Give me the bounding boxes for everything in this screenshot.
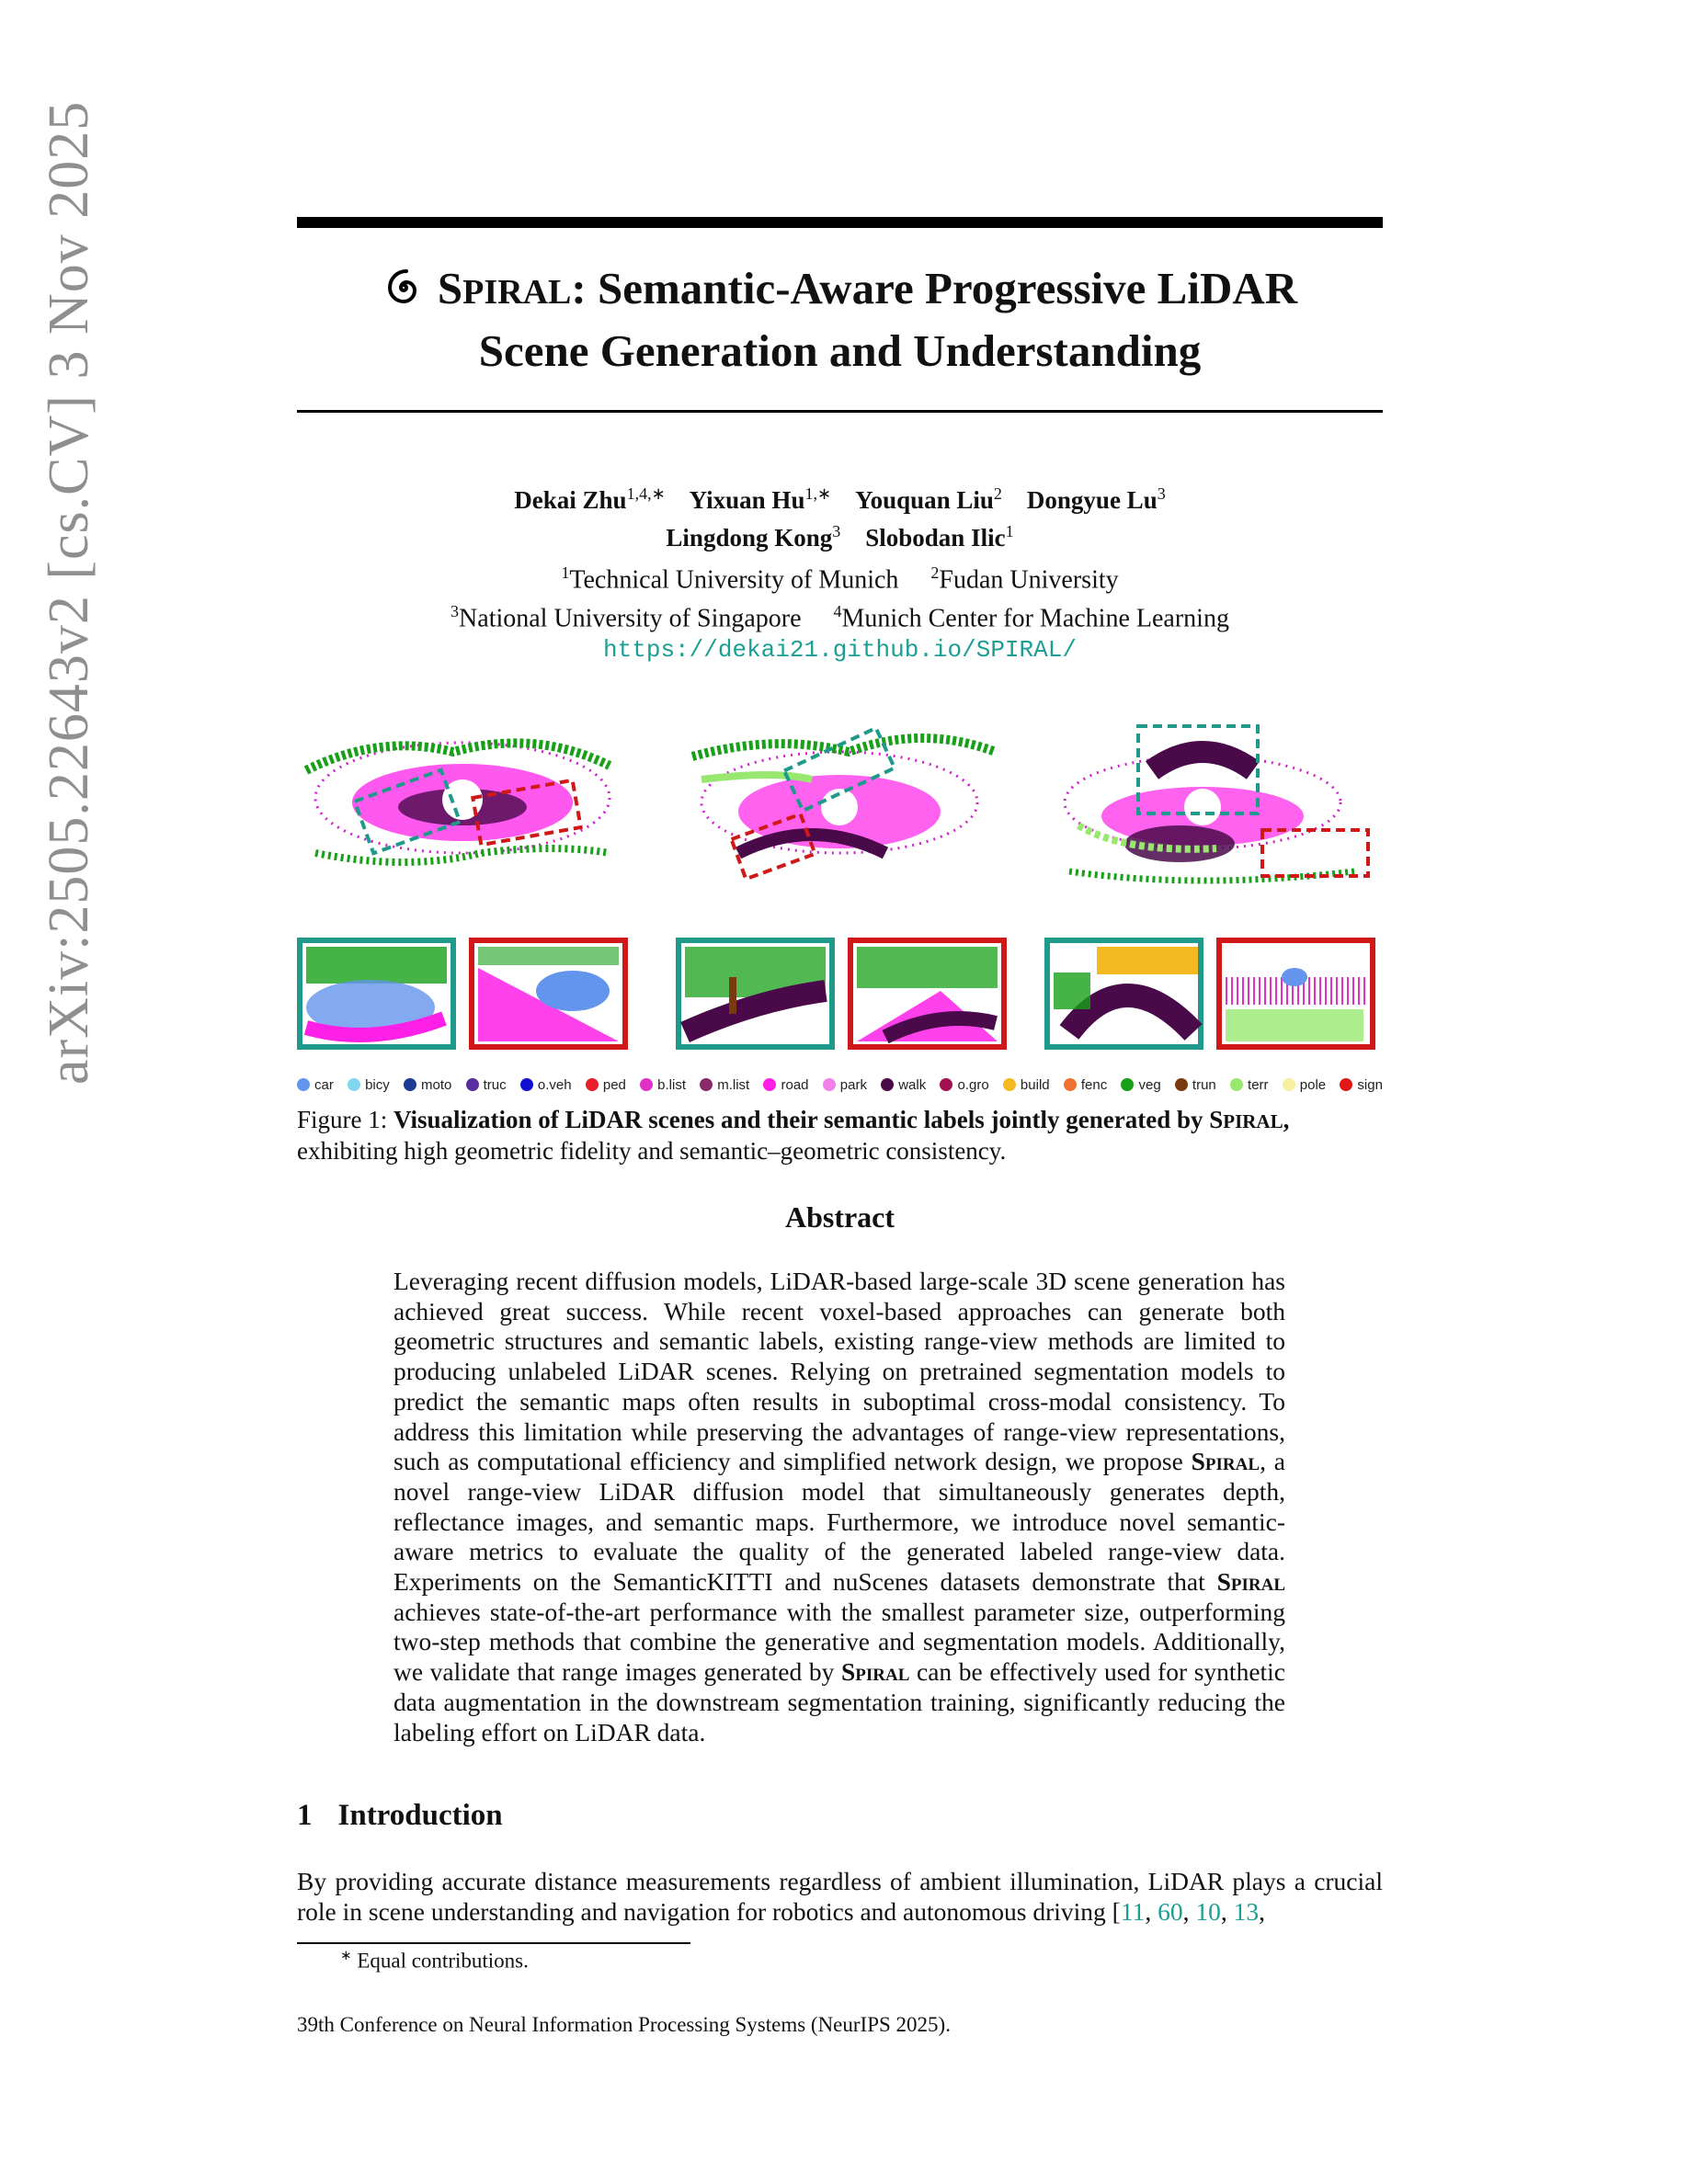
legend-swatch [348,1078,360,1091]
abstract-text: achieves state-of-the-art performance with the smallest parameter size, outperforming two-step methods that combine the generative and segmentation models. Additionally, we validate that range images generated by [393,1597,1285,1687]
lidar-scene-2 [692,728,996,879]
lidar-scene-1 [306,743,610,862]
legend-label: bicy [365,1076,390,1093]
abstract-text: , a novel range-view LiDAR diffusion model that simultaneously generates depth, reflectance images, and semantic maps. Furthermore, we introduce novel semantic-aware metrics to evaluate the quality of the generated labeled range-view data. Experiments on the SemanticKITTI and nuScenes datasets demonstrate that [393,1447,1285,1597]
legend-item [1064,1077,1107,1093]
legend-item [881,1077,926,1093]
citation-link[interactable]: 60 [1158,1897,1183,1926]
legend-swatch [297,1078,310,1091]
legend-swatch [404,1078,416,1091]
affil-mark: 1 [561,563,570,582]
title-bottom-rule [297,410,1383,413]
method-name: Spiral [1191,1447,1260,1476]
legend-item [1003,1077,1050,1093]
legend-swatch [1230,1078,1243,1091]
legend-label: ped [602,1076,626,1093]
crop-3-teal [1047,940,1201,1047]
author: Slobodan Ilic [865,524,1006,552]
legend-item [1175,1077,1216,1093]
legend-item [466,1077,507,1093]
legend-label: truc [483,1076,507,1093]
legend-swatch [763,1078,776,1091]
author-list [297,478,1383,553]
affiliation: Fudan University [939,565,1119,595]
legend-swatch [1283,1078,1295,1091]
legend-swatch [1340,1078,1352,1091]
caption-bold-end: , [1283,1106,1290,1133]
legend-label: build [1020,1076,1050,1093]
legend-label: veg [1138,1076,1161,1093]
abstract-text: Leveraging recent diffusion models, LiDAR-based large-scale 3D scene generation has achieved great success. While recent voxel-based approaches can generate both geometric structures and semantic labels, existing range-view methods are limited to producing unlabeled LiDAR scenes. Relying on pretrained segmentation models to predict the semantic maps often results in suboptimal cross-modal consistency. To address this limitation while preserving the advantages of range-view representations, such as computational efficiency and simplified network design, we propose [393,1267,1285,1476]
section-title: Introduction [337,1799,503,1832]
title-name-initial: S [437,263,463,313]
footnote-rule [297,1942,690,1944]
caption-bold: Visualization of LiDAR scenes and their semantic labels jointly generated by S [393,1106,1224,1133]
citation-sep: , [1220,1897,1234,1926]
citation-sep: , [1145,1897,1158,1926]
abstract-text: can be effectively used for synthetic data augmentation in the downstream segmentation training, significantly reducing the labeling effort on LiDAR data. [393,1657,1286,1746]
legend-label: sign [1357,1076,1383,1093]
section-heading-introduction [297,1799,503,1833]
legend-item [348,1077,390,1093]
author: Dekai Zhu [514,486,627,514]
author: Dongyue Lu [1026,486,1158,514]
footnote-text: Equal contributions. [351,1949,529,1973]
legend-label: walk [898,1076,927,1093]
citation-link[interactable]: 13 [1233,1897,1260,1926]
affiliations [297,557,1383,635]
affil-mark: 3 [451,602,460,621]
author: Yixuan Hu [689,486,805,514]
author-affil-mark: 1,4,∗ [626,484,666,503]
crop-3-red [1219,940,1373,1047]
abstract-body [393,1267,1285,1747]
legend-label: road [781,1076,809,1093]
author: Youquan Liu [855,486,994,514]
caption-rest: exhibiting high geometric fidelity and semantic–geometric consistency. [297,1137,1007,1165]
title-name-rest: PIRAL [462,273,572,312]
affil-mark: 4 [833,602,842,621]
affiliation: Technical University of Munich [569,565,899,595]
author-affil-mark: 3 [1157,484,1166,503]
legend-label: fenc [1080,1076,1108,1093]
legend-swatch [1064,1078,1077,1091]
caption-label: Figure 1: [297,1106,388,1133]
legend-item [1230,1077,1269,1093]
legend-item [940,1077,988,1093]
legend-swatch [466,1078,479,1091]
affiliation: Munich Center for Machine Learning [841,604,1229,633]
citation-link[interactable]: 11 [1120,1897,1146,1926]
legend-item [404,1077,451,1093]
figure-lidar-scenes [297,715,1383,1094]
legend-label: terr [1248,1076,1269,1093]
caption-bold-sc: PIRAL [1223,1110,1283,1132]
legend-label: park [839,1076,867,1093]
citation-sep: , [1182,1897,1196,1926]
author-affil-mark: 1,∗ [804,484,832,503]
legend-label: moto [421,1076,452,1093]
legend-item [1283,1077,1326,1093]
title-line1: : Semantic-Aware Progressive LiDAR [571,263,1298,313]
legend-item [520,1077,572,1093]
legend-item [700,1077,749,1093]
method-name: Spiral [840,1657,910,1687]
paper-title [297,259,1383,380]
legend-swatch [1121,1078,1134,1091]
section-number: 1 [297,1799,313,1832]
footnote [340,1947,529,1974]
legend-label: b.list [657,1076,686,1093]
legend-swatch [520,1078,533,1091]
legend-swatch [881,1078,894,1091]
project-url-link[interactable]: https://dekai21.github.io/SPIRAL/ [603,636,1077,664]
legend-label: pole [1299,1076,1327,1093]
legend-item [823,1077,867,1093]
method-name: Spiral [1216,1567,1285,1597]
legend-item [297,1077,334,1093]
author-affil-mark: 2 [993,484,1002,503]
author: Lingdong Kong [666,524,833,552]
figure-caption [297,1105,1383,1166]
legend-item [1121,1077,1160,1093]
legend-label: m.list [717,1076,750,1093]
legend-swatch [940,1078,952,1091]
author-affil-mark: 3 [832,522,841,540]
legend-item [640,1077,686,1093]
venue-note: 39th Conference on Neural Information Processing Systems (NeurIPS 2025). [297,2013,951,2036]
crop-2-red [850,940,1004,1047]
citation-end: , [1259,1897,1265,1926]
legend-item [1340,1077,1383,1093]
legend-label: o.gro [957,1076,989,1093]
affiliation: National University of Singapore [459,604,802,633]
arxiv-stamp-text: arXiv:2505.22643v2 [cs.CV] 3 Nov 2025 [38,100,100,1085]
legend-item [586,1077,626,1093]
intro-text: By providing accurate distance measurements regardless of ambient illumination, LiDAR plays a crucial role in scene understanding and navigation for robotics and autonomous driving [ [297,1867,1383,1926]
crop-2-teal [679,940,832,1047]
legend-label: trun [1192,1076,1216,1093]
lidar-scene-3 [1065,726,1368,881]
legend-swatch [586,1078,599,1091]
legend-swatch [640,1078,653,1091]
author-affil-mark: 1 [1005,522,1014,540]
legend-item [763,1077,808,1093]
legend-swatch [1003,1078,1016,1091]
affil-mark: 2 [930,563,940,582]
abstract-heading: Abstract [784,1200,895,1234]
citation-link[interactable]: 10 [1195,1897,1221,1926]
introduction-paragraph [297,1866,1383,1927]
legend-swatch [823,1078,836,1091]
footnote-mark: ∗ [340,1949,352,1963]
legend-label: o.veh [537,1076,572,1093]
legend-swatch [1175,1078,1188,1091]
title-line2: Scene Generation and Understanding [478,325,1202,376]
figure-legend [297,1072,1383,1098]
legend-swatch [700,1078,713,1091]
title-top-rule [297,217,1383,228]
legend-label: car [314,1076,334,1093]
crop-1-red [472,940,625,1047]
crop-1-teal [300,940,453,1047]
spiral-logo-icon [382,267,425,309]
